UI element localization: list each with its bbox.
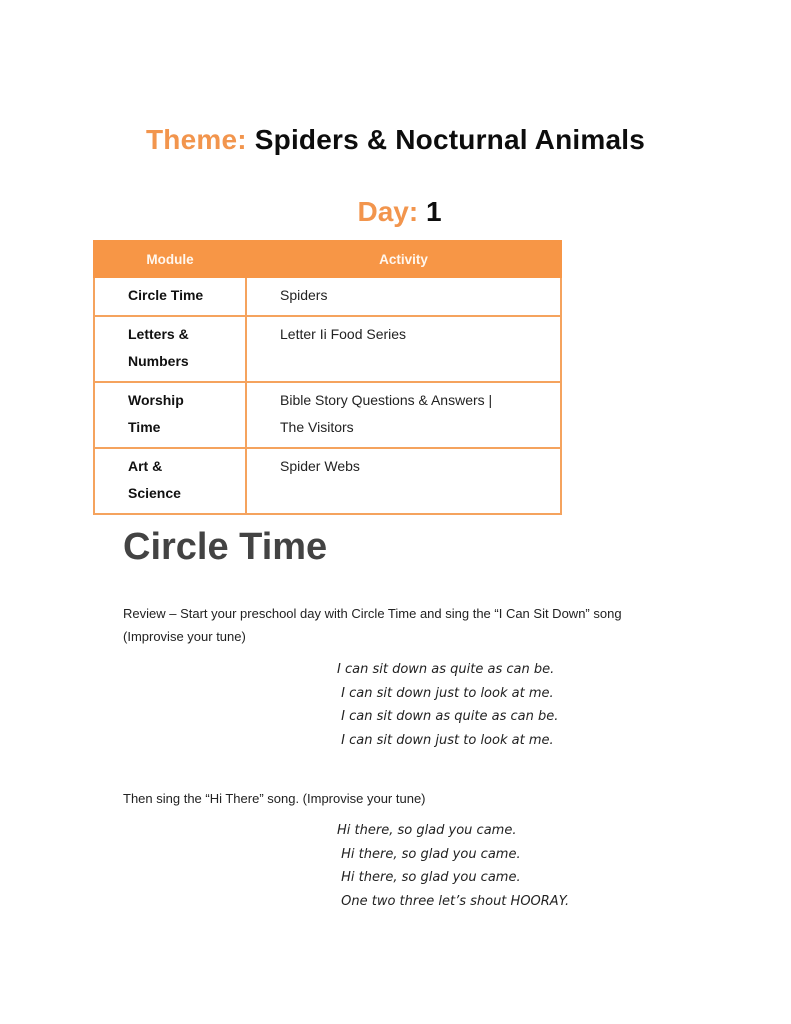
module-cell	[94, 448, 246, 514]
activity-cell	[246, 448, 561, 514]
module-name: Circle Time	[128, 287, 204, 303]
activity-name: Spiders	[280, 287, 328, 303]
module-name-line2: Time	[128, 419, 161, 435]
day-value: 1	[425, 196, 442, 227]
activity-cell	[246, 277, 561, 316]
second-song-intro: Then sing the “Hi There” song. (Improvise your tune)	[123, 791, 426, 806]
lyric-line: One two three let’s shout HOORAY.	[337, 893, 570, 909]
activity-name: Spider Webs	[280, 458, 360, 474]
lyric-line: Hi there, so glad you came.	[337, 823, 517, 838]
intro-line2: (Improvise your tune)	[123, 629, 246, 644]
lyric-line: I can sit down just to look at me.	[337, 732, 554, 748]
intro-line1: Review – Start your preschool day with Circle Time and sing the “I Can Sit Down” song	[123, 606, 622, 621]
song-hi-there	[337, 819, 569, 913]
module-cell	[94, 382, 246, 448]
day-label: Day:	[357, 196, 419, 227]
table-row	[94, 316, 561, 382]
module-name-line1: Worship	[128, 392, 184, 408]
activity-cell	[246, 382, 561, 448]
activity-name-line1: Bible Story Questions & Answers |	[280, 392, 493, 408]
activity-cell	[246, 316, 561, 382]
song-i-can-sit-down	[337, 658, 558, 752]
day-heading	[0, 196, 791, 228]
theme-value: Spiders & Nocturnal Animals	[254, 124, 645, 155]
lyric-line: I can sit down just to look at me.	[337, 685, 554, 701]
section-title: Circle Time	[123, 526, 328, 568]
module-cell	[94, 277, 246, 316]
lyric-line: I can sit down as quite as can be.	[337, 662, 555, 677]
theme-heading	[0, 124, 791, 156]
lyric-line: I can sit down as quite as can be.	[337, 709, 559, 724]
lyric-line: Hi there, so glad you came.	[337, 870, 521, 885]
column-header-activity: Activity	[246, 241, 561, 277]
table-row	[94, 448, 561, 514]
table-row	[94, 382, 561, 448]
intro-paragraph	[123, 602, 683, 648]
module-name-line1: Art &	[128, 458, 163, 474]
lyric-line: Hi there, so glad you came.	[337, 846, 521, 862]
table-header-row	[94, 241, 561, 277]
schedule-table	[93, 240, 562, 515]
module-name-line2: Numbers	[128, 353, 189, 369]
module-name-line2: Science	[128, 485, 181, 501]
table-row	[94, 277, 561, 316]
activity-name: Letter Ii Food Series	[280, 326, 407, 342]
theme-label: Theme:	[146, 124, 247, 155]
column-header-module: Module	[94, 241, 246, 277]
module-cell	[94, 316, 246, 382]
activity-name-line2: The Visitors	[280, 419, 354, 435]
module-name-line1: Letters &	[128, 326, 189, 342]
